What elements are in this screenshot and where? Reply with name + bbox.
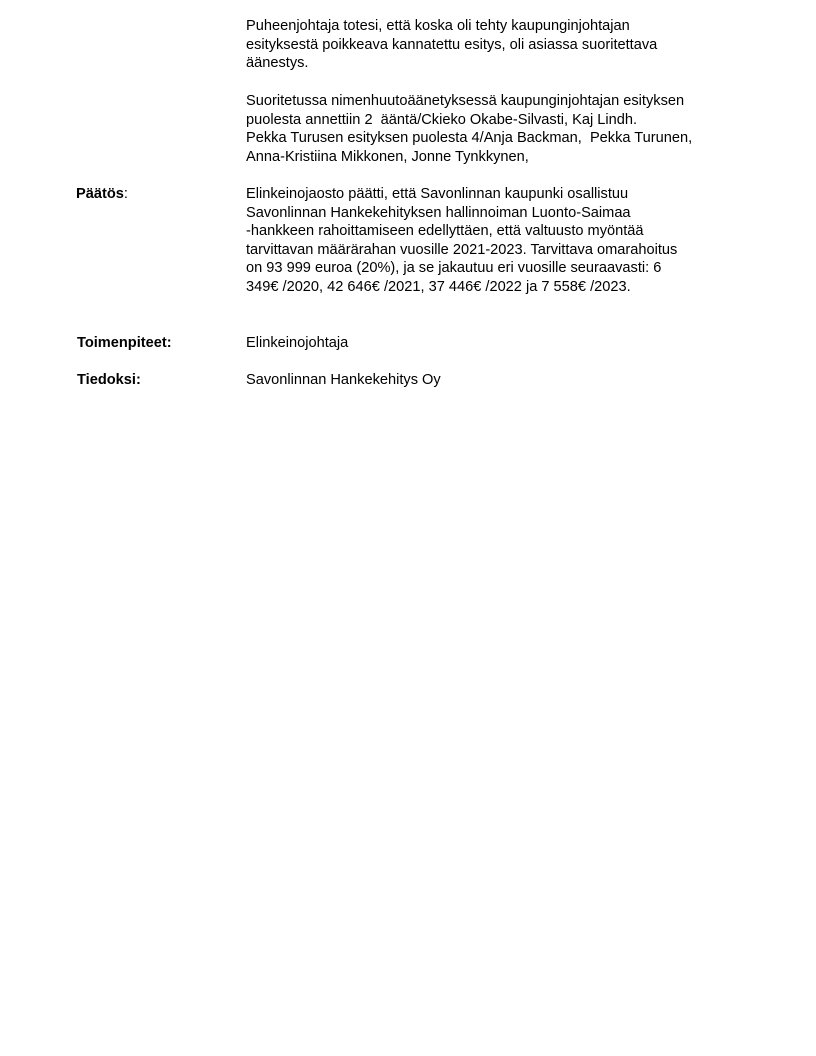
decision-label-text: Päätös xyxy=(76,186,124,202)
decision-label xyxy=(76,185,128,204)
vote-paragraph xyxy=(246,92,756,166)
decision-text xyxy=(246,185,756,296)
vote-line: Suoritetussa nimenhuutoäänetyksessä kaupunginjohtajan esityksen xyxy=(246,93,685,109)
vote-line: puolesta annettiin 2 ääntä/Ckieko Okabe-Silvasti, Kaj Lindh. xyxy=(246,111,638,128)
intro-line: esityksestä poikkeava kannatettu esitys, oli asiassa suoritettava xyxy=(246,36,658,53)
intro-line: äänestys. xyxy=(246,55,309,71)
actions-value: Elinkeinojohtaja xyxy=(246,335,349,351)
decision-line: -hankkeen rahoittamiseen edellyttäen, että valtuusto myöntää xyxy=(246,223,644,239)
intro-paragraph xyxy=(246,17,756,73)
decision-line: Savonlinnan Hankekehityksen hallinnoiman Luonto-Saimaa xyxy=(246,204,631,221)
decision-line: tarvittavan määrärahan vuosille 2021-2023. Tarvittava omarahoitus xyxy=(246,241,678,258)
decision-line: Elinkeinojaosto päätti, että Savonlinnan kaupunki osallistuu xyxy=(246,186,629,202)
notify-value: Savonlinnan Hankekehitys Oy xyxy=(246,372,441,388)
intro-line: Puheenjohtaja totesi, että koska oli tehty kaupunginjohtajan xyxy=(246,18,630,34)
decision-line: on 93 999 euroa (20%), ja se jakautuu eri vuosille seuraavasti: 6 xyxy=(246,260,662,276)
decision-label-colon: : xyxy=(123,186,128,202)
vote-line: Pekka Turusen esityksen puolesta 4/Anja Backman, Pekka Turunen, xyxy=(246,130,693,146)
decision-line: 349€ /2020, 42 646€ /2021, 37 446€ /2022 ja 7 558€ /2023. xyxy=(246,278,631,295)
actions-label: Toimenpiteet: xyxy=(77,335,172,351)
vote-line: Anna-Kristiina Mikkonen, Jonne Tynkkynen, xyxy=(246,148,529,165)
notify-label: Tiedoksi: xyxy=(77,372,141,388)
